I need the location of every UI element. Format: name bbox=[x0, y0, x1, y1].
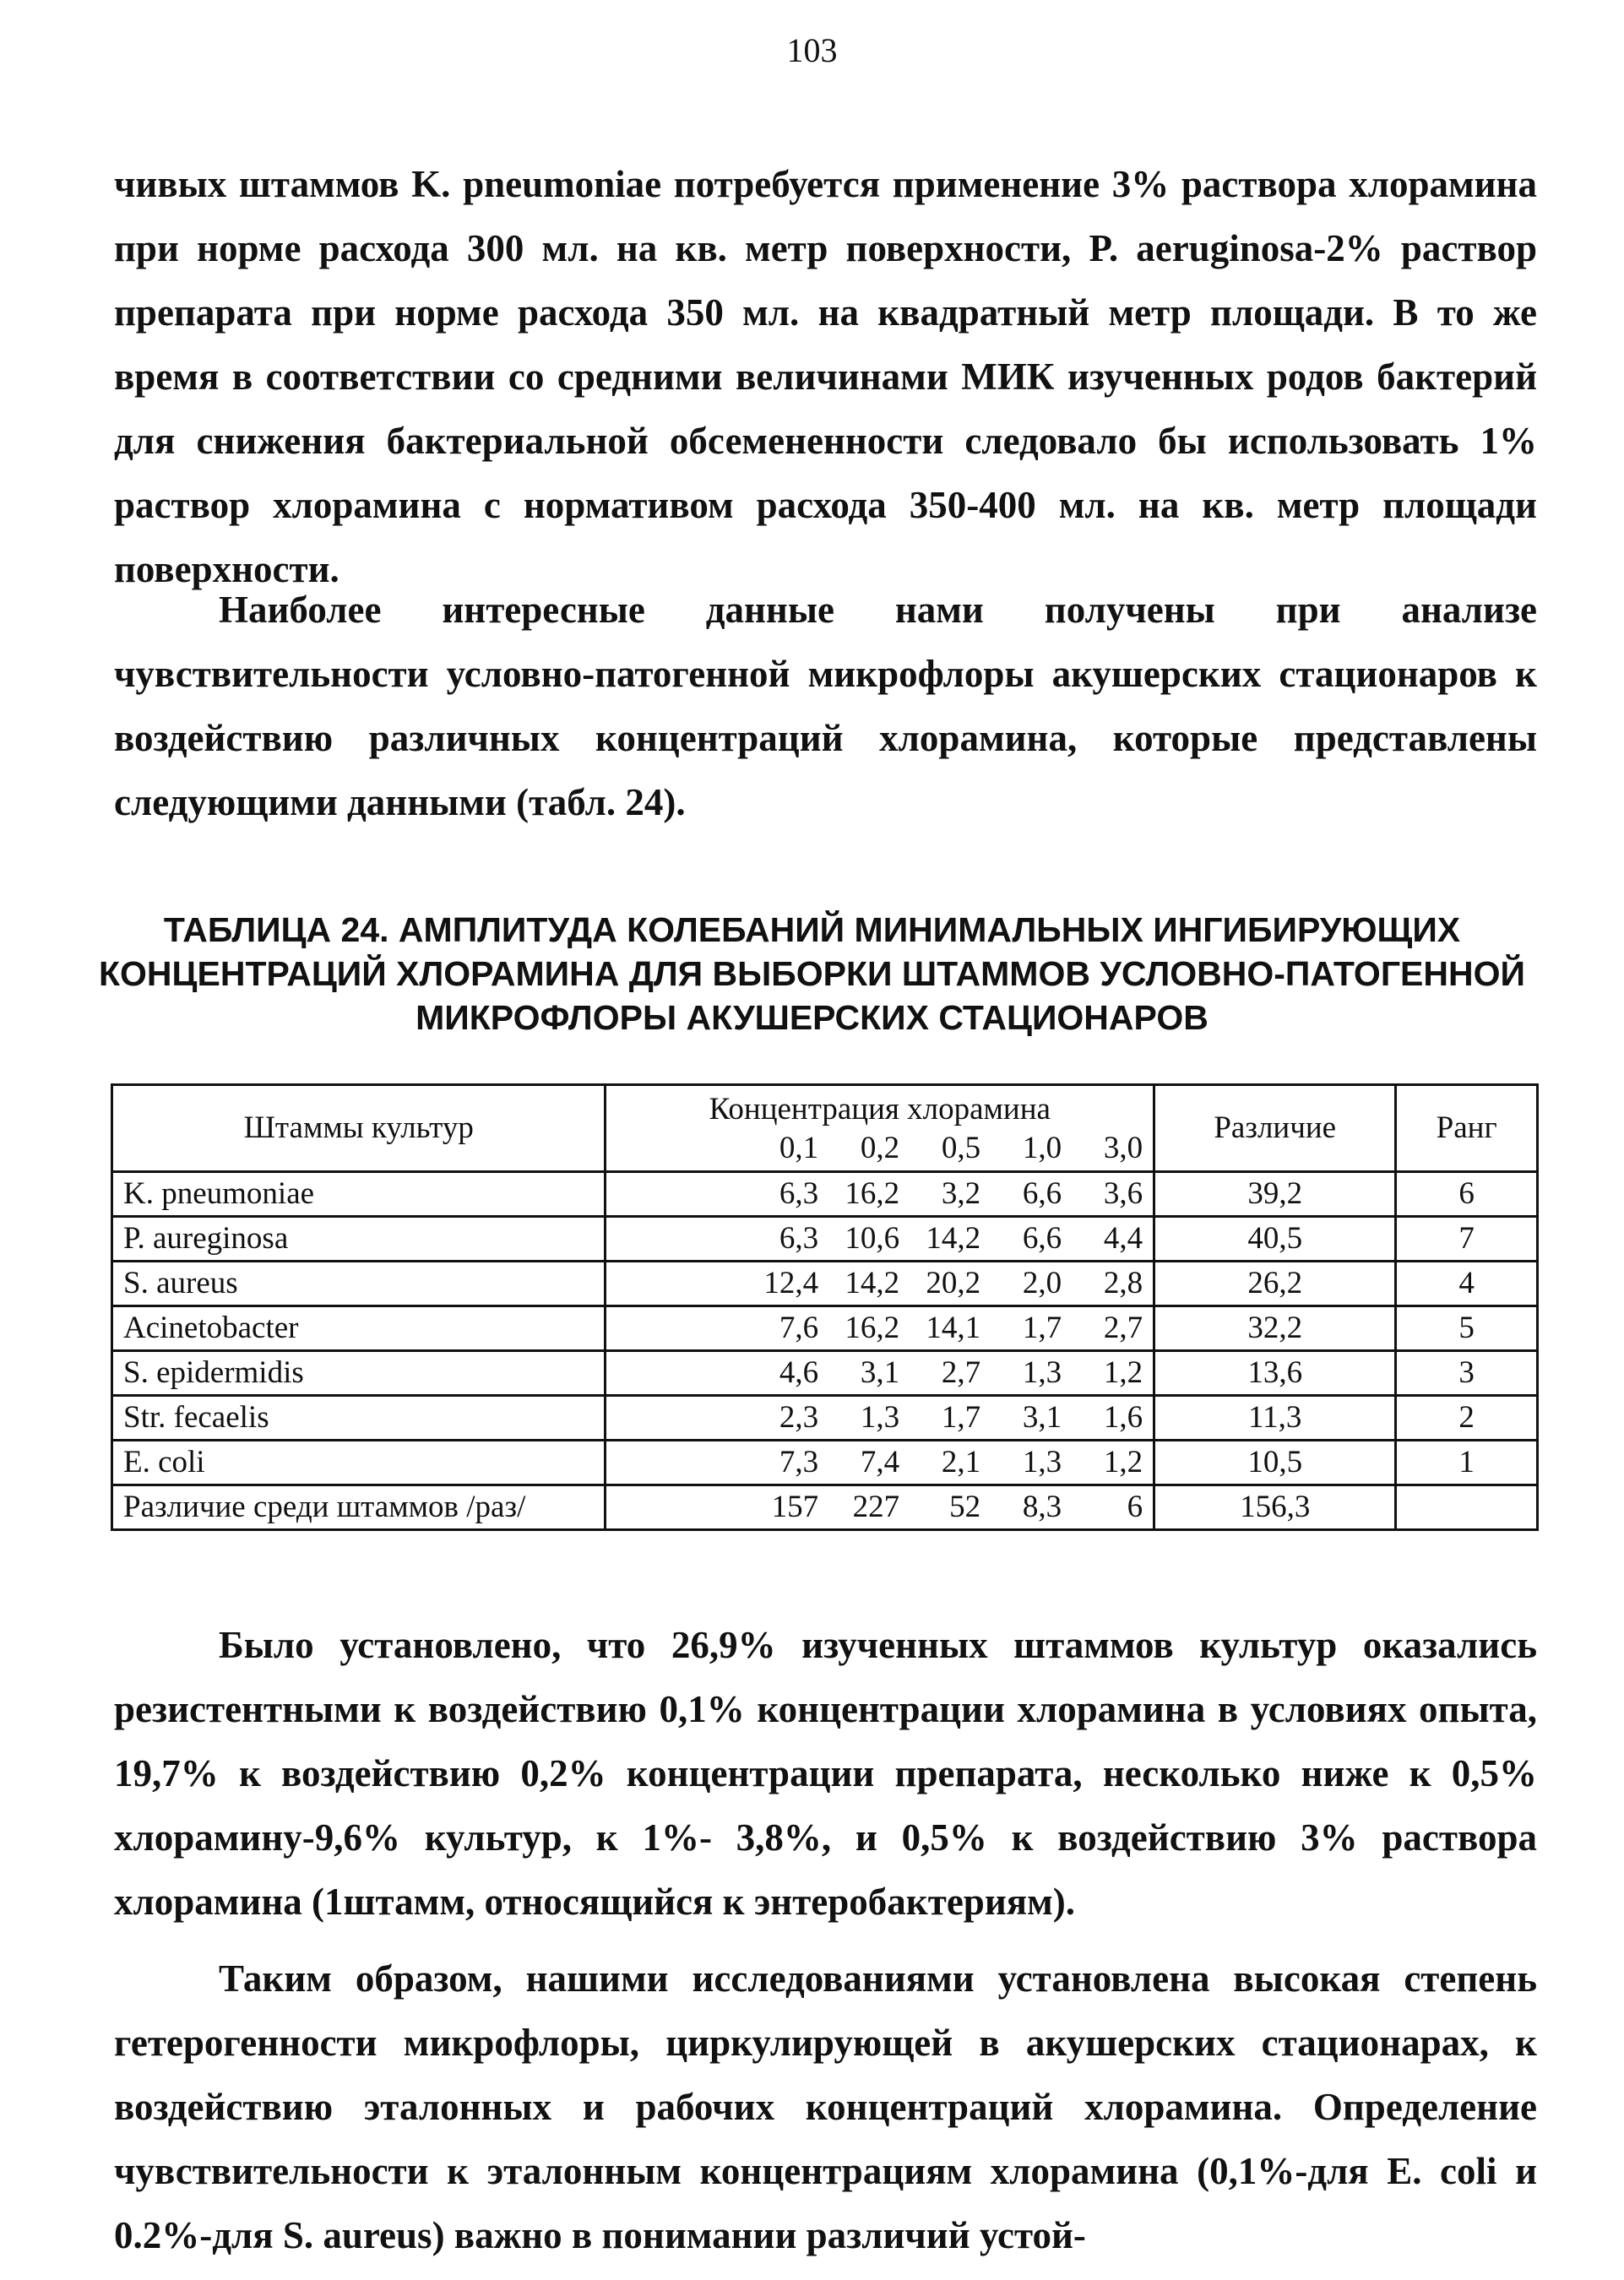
concentration-values bbox=[606, 1351, 1154, 1396]
strain-name: S. epidermidis bbox=[112, 1351, 606, 1396]
concentration-values bbox=[606, 1217, 1154, 1262]
concentration-values bbox=[606, 1396, 1154, 1441]
footer-value-cell: 52 bbox=[949, 1490, 981, 1524]
difference-cell: 40,5 bbox=[1154, 1217, 1396, 1262]
value-cell: 10,6 bbox=[845, 1221, 900, 1256]
level-3-0: 3,0 bbox=[1103, 1131, 1143, 1165]
footer-difference: 156,3 bbox=[1154, 1485, 1396, 1530]
value-cell: 3,6 bbox=[1103, 1176, 1143, 1211]
header-concentration bbox=[606, 1085, 1154, 1172]
header-concentration-title: Концентрация хлорамина bbox=[709, 1092, 1051, 1126]
value-cell: 3,1 bbox=[1022, 1400, 1062, 1435]
value-cell: 1,6 bbox=[1103, 1400, 1143, 1435]
value-cell: 1,7 bbox=[1022, 1311, 1062, 1345]
paragraph-continuation: чивых штаммов K. pneumoniae потребуется применение 3% раствора хлорамина при норме расхода 300 мл. на кв. метр поверхности, P. aeruginosa-2% раствор препарата при норме расхода 350 мл. на квадратный метр площади. В то же время в соответствии со средними величинами МИК изученных родов бактерий для снижения бактериальной обсемененности следовало бы использовать 1% раствор хлорамина с нормативом расхода 350-400 мл. на кв. метр площади поверхности. bbox=[114, 163, 1537, 590]
difference-cell: 32,2 bbox=[1154, 1306, 1396, 1351]
table-row bbox=[112, 1306, 1538, 1351]
value-cell: 1,3 bbox=[1022, 1445, 1062, 1479]
rank-cell: 3 bbox=[1396, 1351, 1538, 1396]
value-cell: 3,1 bbox=[860, 1355, 900, 1390]
value-cell: 1,7 bbox=[941, 1400, 981, 1435]
footer-value-cell: 8,3 bbox=[1022, 1490, 1062, 1524]
strain-name: K. pneumoniae bbox=[112, 1172, 606, 1217]
value-cell: 6,6 bbox=[1022, 1221, 1062, 1256]
footer-value-cell: 227 bbox=[852, 1490, 900, 1524]
header-concentration-levels bbox=[616, 1130, 1143, 1167]
value-cell: 2,8 bbox=[1103, 1266, 1143, 1300]
strain-name: Str. fecaelis bbox=[112, 1396, 606, 1441]
table-footer-row bbox=[112, 1485, 1538, 1530]
table-row bbox=[112, 1396, 1538, 1441]
value-cell: 2,0 bbox=[1022, 1266, 1062, 1300]
value-cell: 20,2 bbox=[926, 1266, 981, 1300]
paragraph-results: Было установлено, что 26,9% изученных штаммов культур оказались резистентными к воздействию 0,1% концентрации хлорамина в условиях опыта, 19,7% к воздействию 0,2% концентрации препарата, несколько ниже к 0,5% хлорамину-9,6% культур, к 1%- 3,8%, и 0,5% к воздействию 3% раствора хлорамина (1штамм, относящийся к энтеробактериям). bbox=[114, 1624, 1537, 1923]
mic-table bbox=[111, 1083, 1539, 1531]
table-row bbox=[112, 1172, 1538, 1217]
table-row bbox=[112, 1217, 1538, 1262]
footer-value-cell: 6 bbox=[1127, 1490, 1143, 1524]
concentration-values bbox=[606, 1262, 1154, 1306]
table-row bbox=[112, 1262, 1538, 1306]
value-cell: 1,3 bbox=[1022, 1355, 1062, 1390]
difference-cell: 11,3 bbox=[1154, 1396, 1396, 1441]
header-rank: Ранг bbox=[1396, 1085, 1538, 1172]
value-cell: 4,6 bbox=[779, 1355, 819, 1390]
value-cell: 2,7 bbox=[941, 1355, 981, 1390]
rank-cell: 5 bbox=[1396, 1306, 1538, 1351]
value-cell: 14,1 bbox=[926, 1311, 981, 1345]
header-difference: Различие bbox=[1154, 1085, 1396, 1172]
page-number: 103 bbox=[786, 31, 838, 69]
difference-cell: 13,6 bbox=[1154, 1351, 1396, 1396]
value-cell: 7,3 bbox=[779, 1445, 819, 1479]
value-cell: 6,6 bbox=[1022, 1176, 1062, 1211]
value-cell: 6,3 bbox=[779, 1221, 819, 1256]
strain-name: E. coli bbox=[112, 1441, 606, 1485]
table-row bbox=[112, 1441, 1538, 1485]
footer-values bbox=[606, 1485, 1154, 1530]
value-cell: 1,3 bbox=[860, 1400, 900, 1435]
difference-cell: 26,2 bbox=[1154, 1262, 1396, 1306]
rank-cell: 7 bbox=[1396, 1217, 1538, 1262]
footer-label: Различие среди штаммов /раз/ bbox=[112, 1485, 606, 1530]
value-cell: 16,2 bbox=[845, 1311, 900, 1345]
strain-name: Acinetobacter bbox=[112, 1306, 606, 1351]
strain-name: P. aureginosa bbox=[112, 1217, 606, 1262]
value-cell: 12,4 bbox=[763, 1266, 819, 1300]
value-cell: 2,3 bbox=[779, 1400, 819, 1435]
rank-cell: 4 bbox=[1396, 1262, 1538, 1306]
concentration-values bbox=[606, 1172, 1154, 1217]
value-cell: 14,2 bbox=[845, 1266, 900, 1300]
value-cell: 4,4 bbox=[1103, 1221, 1143, 1256]
paragraph-intro-table: Наиболее интересные данные нами получены при анализе чувствительности условно-патогенной микрофлоры акушерских стационаров к воздействию различных концентраций хлорамина, которые представлены следующими данными (табл. 24). bbox=[114, 589, 1537, 823]
table-header-row bbox=[112, 1085, 1538, 1172]
rank-cell: 2 bbox=[1396, 1396, 1538, 1441]
difference-cell: 39,2 bbox=[1154, 1172, 1396, 1217]
value-cell: 16,2 bbox=[845, 1176, 900, 1211]
value-cell: 14,2 bbox=[926, 1221, 981, 1256]
paragraph-conclusion: Таким образом, нашими исследованиями установлена высокая степень гетерогенности микрофлоры, циркулирующей в акушерских стационарах, к воздействию эталонных и рабочих концентраций хлорамина. Определение чувствительности к эталонным концентрациям хлорамина (0,1%-для E. coli и 0.2%-для S. aureus) важно в понимании различий устой- bbox=[114, 1957, 1537, 2256]
rank-cell: 1 bbox=[1396, 1441, 1538, 1485]
level-0-5: 0,5 bbox=[941, 1131, 981, 1165]
level-0-1: 0,1 bbox=[779, 1131, 819, 1165]
level-1-0: 1,0 bbox=[1022, 1131, 1062, 1165]
value-cell: 1,2 bbox=[1103, 1445, 1143, 1479]
value-cell: 2,1 bbox=[941, 1445, 981, 1479]
value-cell: 7,6 bbox=[779, 1311, 819, 1345]
concentration-values bbox=[606, 1306, 1154, 1351]
difference-cell: 10,5 bbox=[1154, 1441, 1396, 1485]
concentration-values bbox=[606, 1441, 1154, 1485]
strain-name: S. aureus bbox=[112, 1262, 606, 1306]
header-strains: Штаммы культур bbox=[112, 1085, 606, 1172]
value-cell: 1,2 bbox=[1103, 1355, 1143, 1390]
table-caption: ТАБЛИЦА 24. АМПЛИТУДА КОЛЕБАНИЙ МИНИМАЛЬНЫХ ИНГИБИРУЮЩИХ КОНЦЕНТРАЦИЙ ХЛОРАМИНА ДЛЯ ВЫБОРКИ ШТАММОВ УСЛОВНО-ПАТОГЕННОЙ МИКРОФЛОРЫ АКУШЕРСКИХ СТАЦИОНАРОВ bbox=[99, 910, 1525, 1037]
rank-cell: 6 bbox=[1396, 1172, 1538, 1217]
value-cell: 3,2 bbox=[941, 1176, 981, 1211]
table-row bbox=[112, 1351, 1538, 1396]
footer-rank bbox=[1396, 1485, 1538, 1530]
footer-value-cell: 157 bbox=[771, 1490, 819, 1524]
level-0-2: 0,2 bbox=[860, 1131, 900, 1165]
value-cell: 6,3 bbox=[779, 1176, 819, 1211]
value-cell: 2,7 bbox=[1103, 1311, 1143, 1345]
value-cell: 7,4 bbox=[860, 1445, 900, 1479]
